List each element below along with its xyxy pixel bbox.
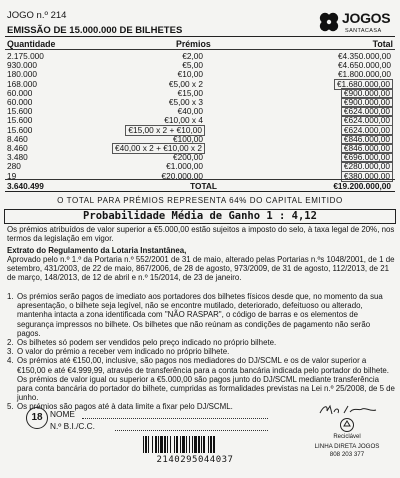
row-prize: €200,00 <box>173 152 203 163</box>
row-quantity: 930.000 <box>7 60 37 71</box>
row-total: €624.000,00 <box>341 125 393 136</box>
id-field-line[interactable] <box>115 430 268 431</box>
rule-text: Os prémios são pagos até à data limite a fixar pelo DJ/SCML. <box>17 402 233 412</box>
barcode <box>142 436 248 453</box>
barcode-number: 2140295044037 <box>156 455 234 465</box>
column-header-total: Total <box>372 39 393 49</box>
row-total: €696.000,00 <box>341 152 393 163</box>
emission-title: EMISSÃO DE 15.000.000 DE BILHETES <box>7 25 183 36</box>
logo-text: JOGOS <box>342 10 391 26</box>
row-quantity: 3.480 <box>7 152 28 163</box>
rules-list <box>7 292 395 412</box>
row-prize: €5,00 <box>182 60 203 71</box>
row-prize: €5,00 x 3 <box>168 97 203 107</box>
row-prize: €2,00 <box>182 51 203 61</box>
stamp-duty-notice: Os prémios atribuídos de valor superior a €5.000,00 estão sujeitos a imposto do selo, à taxa legal de 20%, nos termos da legislação em vigor. <box>7 225 395 244</box>
recyclable-label: Reciclável <box>333 434 361 440</box>
row-total: €624.000,00 <box>341 106 393 117</box>
row-total: €846.000,00 <box>341 143 393 154</box>
row-total: €900.000,00 <box>341 97 393 108</box>
row-total: €624.000,00 <box>341 115 393 126</box>
row-total: €1.680.000,00 <box>334 79 393 90</box>
row-prize: €100,00 <box>173 133 203 144</box>
row-total: €280.000,00 <box>341 161 393 172</box>
age-18-badge: 18 <box>26 407 48 429</box>
total-row <box>5 181 395 191</box>
total-value: €19.200.000,00 <box>333 181 391 191</box>
row-total: €846.000,00 <box>341 134 393 145</box>
row-quantity: 280 <box>7 161 21 172</box>
total-quantity: 3.640.499 <box>7 181 44 191</box>
row-quantity: 15.600 <box>7 115 33 126</box>
column-header-premios: Prémios <box>176 39 211 49</box>
jogos-santacasa-logo <box>318 9 396 39</box>
row-quantity: 8.460 <box>7 133 28 144</box>
row-quantity: 2.175.000 <box>7 51 44 61</box>
rule-text: O valor do prémio a receber vem indicado no próprio bilhete. <box>17 347 230 357</box>
row-quantity: 19 <box>7 170 17 181</box>
row-prize: €20.000,00 <box>161 170 203 181</box>
rule-item <box>7 292 395 338</box>
recycle-icon <box>340 418 354 432</box>
id-field-label: N.º B.I./C.C. <box>50 421 95 431</box>
row-quantity: 168.000 <box>7 78 37 89</box>
row-prize: €1.000,00 <box>166 161 203 172</box>
bottom-divider <box>5 191 395 192</box>
rule-text: Os prémios serão pagos de imediato aos portadores dos bilhetes físicos desde que, no momento da sua apresentação, o bilhete seja legível, não se encontre mutilado, deteriorado, defeituoso ou alterado, mantenha intacta a zona identificada com "NÃO RASPAR", o código de barras e os elementos de segurança impressos no bilhete. Os bilhetes que não reúnam as condições de pagamento não serão pagos. <box>17 292 383 338</box>
row-total: €900.000,00 <box>341 88 393 99</box>
row-prize: €10,00 x 4 <box>164 115 203 126</box>
name-field-line[interactable] <box>82 418 268 419</box>
row-quantity: 60.000 <box>7 97 33 107</box>
probability-box: Probabilidade Média de Ganho 1 : 4,12 <box>4 209 396 224</box>
rule-item <box>7 356 395 402</box>
row-prize: €15,00 <box>177 87 203 98</box>
total-label: TOTAL <box>190 181 217 191</box>
row-quantity: 60.000 <box>7 87 33 98</box>
row-total: €1.800.000,00 <box>337 69 391 80</box>
header-divider <box>5 49 395 50</box>
regulation-text: Aprovado pelo n.º 1.º da Portaria n.º 552/2001 de 31 de maio, alterado pelas Portarias n.ºs 1048/2001, de 1 de setembro, 431/2003, de 22 de maio, 867/2006, de 28 de agosto, 973/2009, de 31 de agosto, 112/2013, de 21 de março, 148/2013, de 12 de abril e n.º 15/2014, de 23 de janeiro. <box>7 255 395 283</box>
hotline-number: 808 203 377 <box>329 451 365 458</box>
game-number: JOGO n.º 214 <box>7 10 67 21</box>
rule-item <box>7 347 395 356</box>
signature <box>318 403 378 417</box>
row-prize: €5,00 x 2 <box>168 78 203 89</box>
column-header-quantidade: Quantidade <box>7 39 56 49</box>
rule-number: 5. <box>7 402 14 412</box>
hotline-label: LINHA DIRETA JOGOS <box>314 443 380 450</box>
rule-item <box>7 338 395 347</box>
rule-number: 1. <box>7 292 14 301</box>
row-prize: €40,00 <box>177 106 203 117</box>
row-total: €380.000,00 <box>341 171 393 182</box>
regulation-title: Extrato do Regulamento da Lotaria Instantânea, <box>7 246 187 255</box>
row-quantity: 15.600 <box>7 124 33 135</box>
rule-number: 4. <box>7 356 14 366</box>
rule-text: Os prémios até €150,00, inclusive, são pagos nos mediadores do DJ/SCML e os de valor superior a €150,00 e até €4.999,99, através de transferência para a conta bancária indicada pelo portador do bilhete. Os prémios de valor igual ou superior a €5.000,00 são pagos junto do DJ/SCML mediante transferência para conta bancária do portador do bilhete, cumpridas as formalidades previstas na Lei n.º 25/2008, de 5 de junho. <box>17 356 395 403</box>
logo-subtext: SANTACASA <box>345 28 382 34</box>
capital-statement: O TOTAL PARA PRÉMIOS REPRESENTA 64% DO CAPITAL EMITIDO <box>57 196 343 205</box>
name-field-label: NOME <box>50 409 75 419</box>
row-total: €4.350.000,00 <box>337 51 391 61</box>
rule-text: Os bilhetes só podem ser vendidos pelo preço indicado no próprio bilhete. <box>17 338 277 348</box>
row-prize: €10,00 <box>177 69 203 80</box>
total-divider <box>5 179 395 180</box>
clover-logo-icon <box>318 11 340 33</box>
row-prize: €15,00 x 2 + €10,00 <box>125 125 205 136</box>
row-prize: €40,00 x 2 + €10,00 x 2 <box>112 143 205 154</box>
rule-number: 2. <box>7 338 14 348</box>
top-divider <box>5 36 395 37</box>
rule-number: 3. <box>7 347 14 357</box>
row-quantity: 15.600 <box>7 106 33 117</box>
row-quantity: 8.460 <box>7 143 28 153</box>
row-quantity: 180.000 <box>7 69 37 80</box>
row-total: €4.650.000,00 <box>337 60 391 71</box>
